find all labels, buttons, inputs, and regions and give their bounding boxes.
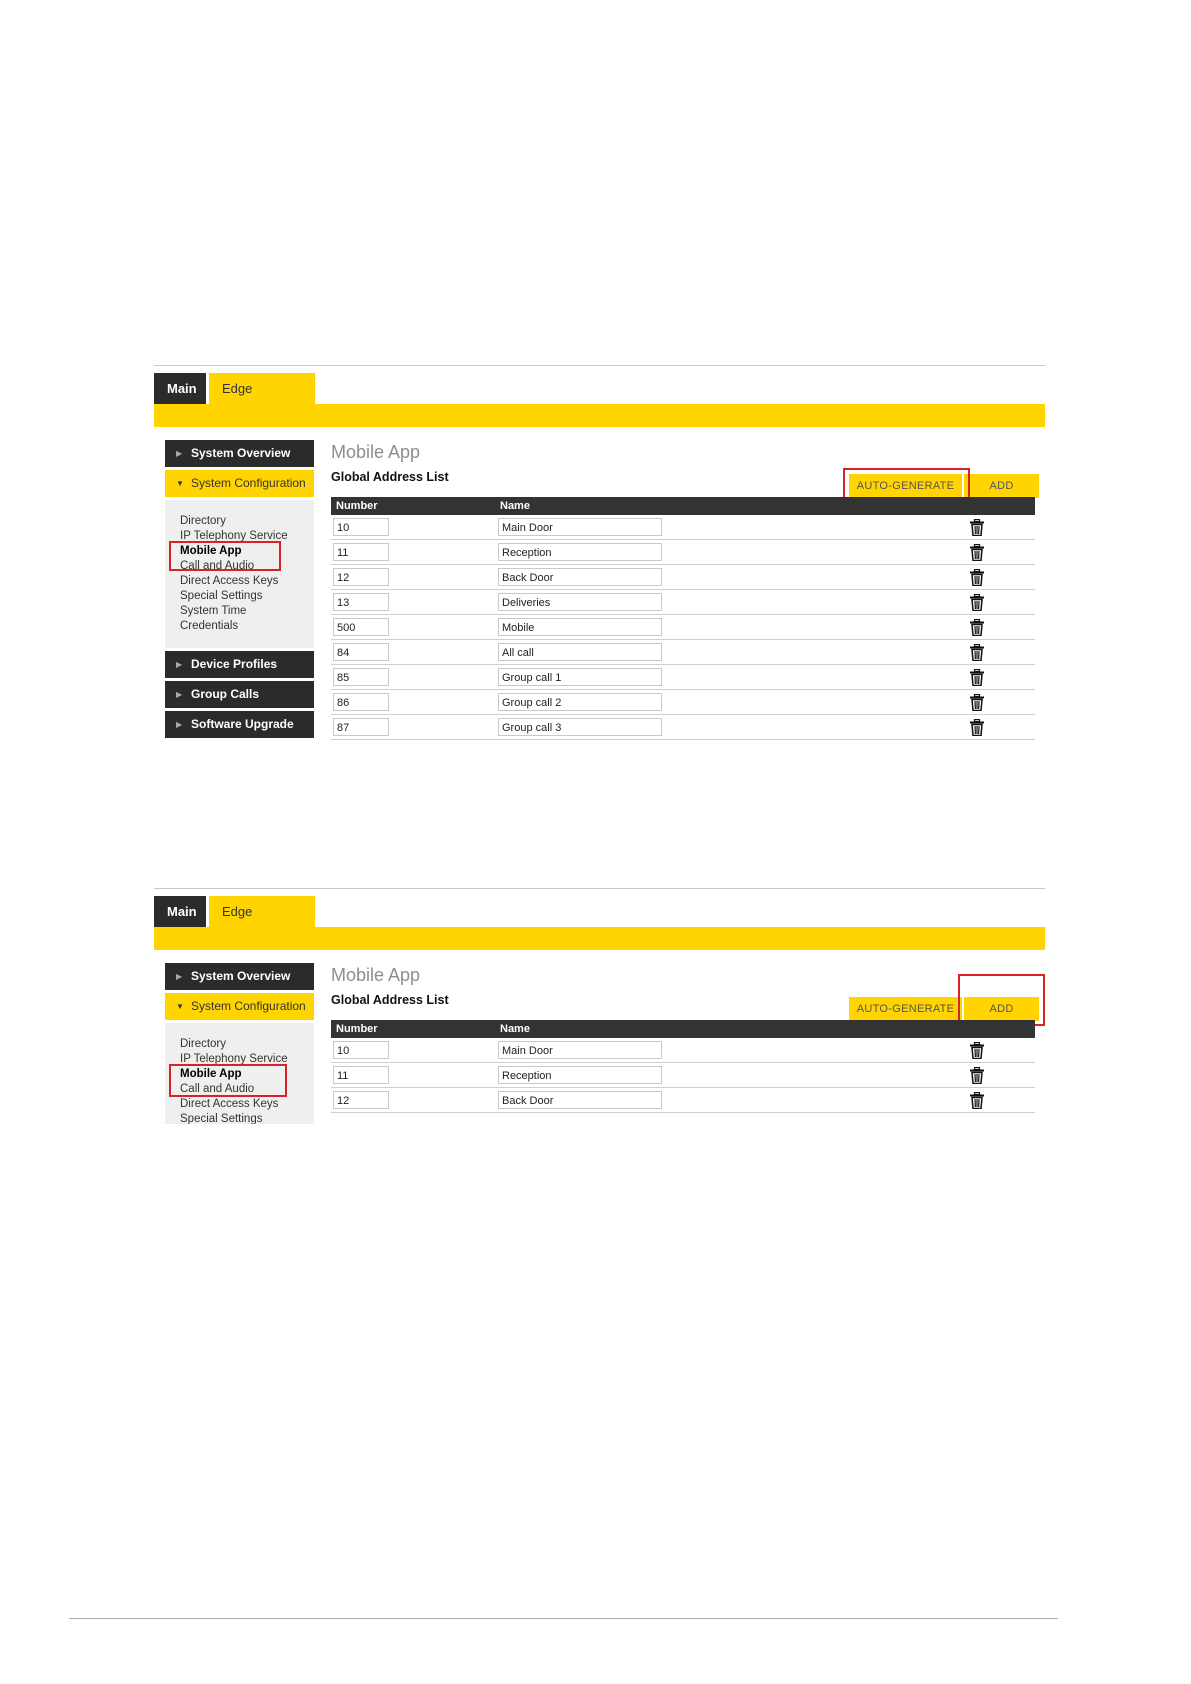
chevron-down-icon: ▼ <box>176 1002 184 1011</box>
number-input[interactable]: 12 <box>333 1091 389 1109</box>
submenu-item-call-audio[interactable]: Call and Audio <box>180 1083 255 1095</box>
header-bar <box>154 927 1045 950</box>
screenshot-add <box>154 888 1045 1124</box>
table-row <box>331 715 1035 740</box>
sidebar-item-label: Group Calls <box>191 687 260 701</box>
trash-icon[interactable] <box>969 719 985 736</box>
column-header-name: Name <box>500 1023 530 1035</box>
table-row <box>331 665 1035 690</box>
trash-icon[interactable] <box>969 1092 985 1109</box>
tab-edge-controller[interactable]: Edge <box>209 373 315 404</box>
trash-icon[interactable] <box>969 569 985 586</box>
submenu-item-special-settings[interactable]: Special Settings <box>180 1113 263 1124</box>
table-row <box>331 590 1035 615</box>
table-row <box>331 565 1035 590</box>
number-input[interactable]: 87 <box>333 718 389 736</box>
submenu-item-mobile-app[interactable]: Mobile App <box>180 1068 242 1080</box>
number-input[interactable]: 500 <box>333 618 389 636</box>
page-footer-line <box>69 1618 1058 1619</box>
sidebar <box>165 963 314 1124</box>
submenu-item-directory[interactable]: Directory <box>180 1038 227 1050</box>
name-input[interactable]: Mobile <box>498 618 662 636</box>
trash-icon[interactable] <box>969 619 985 636</box>
name-input[interactable]: Back Door <box>498 568 662 586</box>
sidebar-item-device-profiles[interactable] <box>165 651 314 678</box>
name-input[interactable]: All call <box>498 643 662 661</box>
sidebar-item-system-configuration[interactable] <box>165 993 314 1020</box>
main-content <box>331 440 1035 734</box>
header-bar <box>154 404 1045 427</box>
highlight-add <box>958 974 1045 1026</box>
chevron-right-icon: ▶ <box>176 972 183 981</box>
section-title: Global Address List <box>331 993 449 1007</box>
name-input[interactable]: Reception <box>498 1066 662 1084</box>
column-header-number: Number <box>336 500 378 512</box>
name-input[interactable]: Reception <box>498 543 662 561</box>
submenu-item-directory[interactable]: Directory <box>180 515 227 527</box>
tab-edge-controller[interactable]: Edge <box>209 896 315 927</box>
trash-icon[interactable] <box>969 1042 985 1059</box>
address-table <box>331 1038 1035 1113</box>
submenu-item-call-audio[interactable]: Call and Audio <box>180 560 255 572</box>
number-input[interactable]: 86 <box>333 693 389 711</box>
sidebar-item-label: System Configuration <box>191 476 306 490</box>
main-content <box>331 963 1035 1107</box>
trash-icon[interactable] <box>969 694 985 711</box>
submenu-item-credentials[interactable]: Credentials <box>180 620 239 632</box>
number-input[interactable]: 10 <box>333 1041 389 1059</box>
table-row <box>331 540 1035 565</box>
system-configuration-submenu <box>165 500 314 648</box>
sidebar-item-group-calls[interactable] <box>165 681 314 708</box>
submenu-item-system-time[interactable]: System Time <box>180 605 247 617</box>
add-button[interactable]: ADD <box>964 997 1039 1021</box>
sidebar-item-system-overview[interactable] <box>165 440 314 467</box>
page-title: Mobile App <box>331 442 421 462</box>
sidebar-item-software-upgrade[interactable] <box>165 711 314 738</box>
name-input[interactable]: Group call 3 <box>498 718 662 736</box>
number-input[interactable]: 85 <box>333 668 389 686</box>
chevron-right-icon: ▶ <box>176 720 183 729</box>
sidebar-item-label: Device Profiles <box>191 657 278 671</box>
page-title: Mobile App <box>331 965 421 985</box>
number-input[interactable]: 10 <box>333 518 389 536</box>
auto-generate-button[interactable]: AUTO-GENERATE <box>849 997 962 1021</box>
highlight-mobile-app <box>169 1064 287 1097</box>
sidebar-item-label: System Overview <box>191 446 291 460</box>
address-table <box>331 515 1035 740</box>
table-header <box>331 1020 1035 1038</box>
number-input[interactable]: 11 <box>333 1066 389 1084</box>
top-tabs <box>154 896 315 927</box>
chevron-down-icon: ▼ <box>176 479 184 488</box>
chevron-right-icon: ▶ <box>176 690 183 699</box>
divider <box>154 365 1045 366</box>
trash-icon[interactable] <box>969 544 985 561</box>
number-input[interactable]: 13 <box>333 593 389 611</box>
sidebar-item-label: System Overview <box>191 969 291 983</box>
chevron-right-icon: ▶ <box>176 449 183 458</box>
table-row <box>331 615 1035 640</box>
column-header-number: Number <box>336 1023 378 1035</box>
trash-icon[interactable] <box>969 644 985 661</box>
trash-icon[interactable] <box>969 594 985 611</box>
table-row <box>331 640 1035 665</box>
name-input[interactable]: Group call 1 <box>498 668 662 686</box>
highlight-mobile-app <box>169 541 281 571</box>
sidebar-item-label: System Configuration <box>191 999 306 1013</box>
name-input[interactable]: Group call 2 <box>498 693 662 711</box>
name-input[interactable]: Back Door <box>498 1091 662 1109</box>
tab-main[interactable]: Main <box>154 373 206 404</box>
chevron-right-icon: ▶ <box>176 660 183 669</box>
submenu-item-ip-telephony[interactable]: IP Telephony Service <box>180 530 288 542</box>
add-button[interactable]: ADD <box>964 474 1039 498</box>
auto-generate-button[interactable]: AUTO-GENERATE <box>849 474 962 498</box>
name-input[interactable]: Main Door <box>498 1041 662 1059</box>
submenu-item-mobile-app[interactable]: Mobile App <box>180 545 242 557</box>
table-row <box>331 1038 1035 1063</box>
table-row <box>331 690 1035 715</box>
divider <box>154 888 1045 889</box>
sidebar-item-system-overview[interactable] <box>165 963 314 990</box>
name-input[interactable]: Deliveries <box>498 593 662 611</box>
top-tabs <box>154 373 315 404</box>
table-row <box>331 515 1035 540</box>
column-header-name: Name <box>500 500 530 512</box>
number-input[interactable]: 12 <box>333 568 389 586</box>
tab-main[interactable]: Main <box>154 896 206 927</box>
submenu-item-direct-access-keys[interactable]: Direct Access Keys <box>180 575 279 587</box>
name-input[interactable]: Main Door <box>498 518 662 536</box>
submenu-item-direct-access-keys[interactable]: Direct Access Keys <box>180 1098 279 1110</box>
screenshot-auto-generate <box>154 365 1045 745</box>
sidebar-item-label: Software Upgrade <box>191 717 294 731</box>
trash-icon[interactable] <box>969 519 985 536</box>
submenu-item-special-settings[interactable]: Special Settings <box>180 590 263 602</box>
section-title: Global Address List <box>331 470 449 484</box>
trash-icon[interactable] <box>969 1067 985 1084</box>
table-header <box>331 497 1035 515</box>
sidebar <box>165 440 314 741</box>
trash-icon[interactable] <box>969 669 985 686</box>
table-row <box>331 1063 1035 1088</box>
number-input[interactable]: 84 <box>333 643 389 661</box>
number-input[interactable]: 11 <box>333 543 389 561</box>
table-row <box>331 1088 1035 1113</box>
sidebar-item-system-configuration[interactable] <box>165 470 314 497</box>
submenu-item-ip-telephony[interactable]: IP Telephony Service <box>180 1053 288 1065</box>
